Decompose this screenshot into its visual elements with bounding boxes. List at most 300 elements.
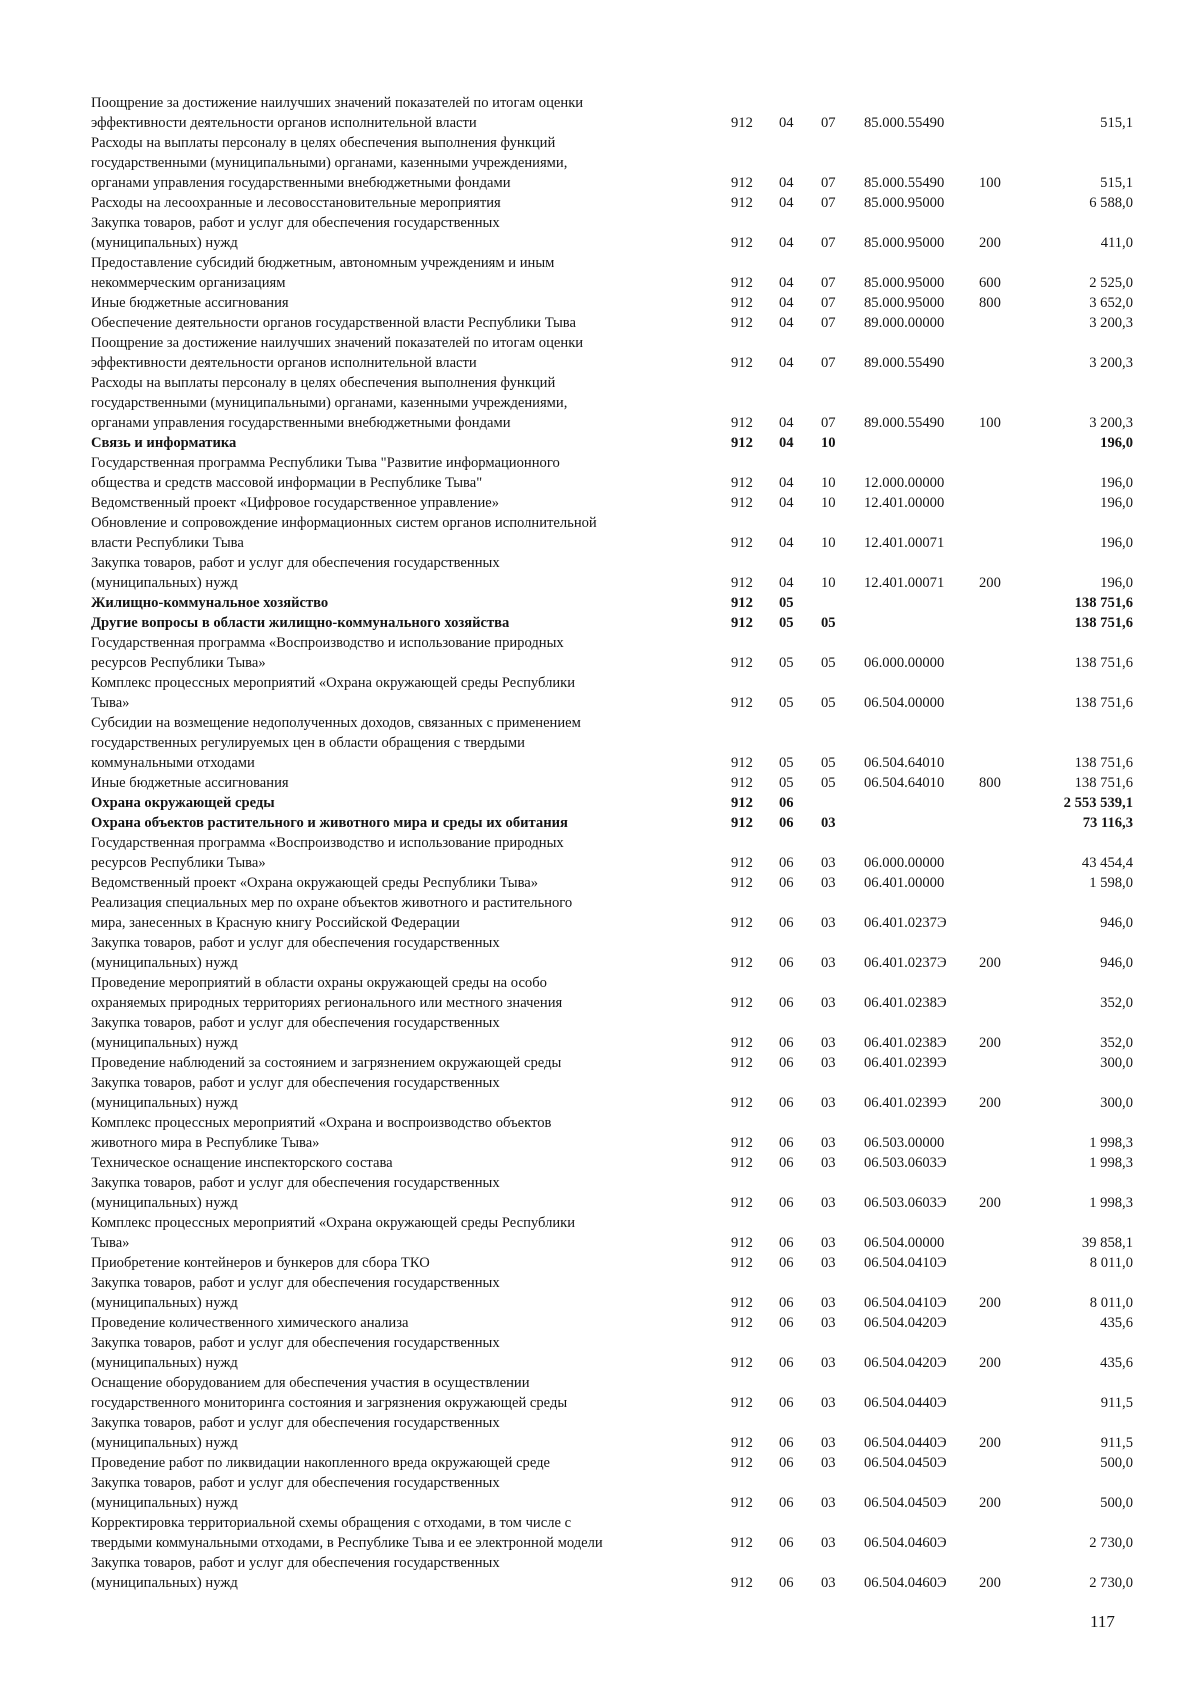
row-name: Оснащение оборудованием для обеспечения участия в осуществлении государственного мониторинга состояния и загрязнения окружающей среды	[91, 1375, 568, 1411]
table-row	[91, 193, 1139, 213]
table-row	[91, 433, 1139, 453]
row-pr-code: 03	[821, 855, 836, 871]
row-csr-code: 85.000.95000	[864, 235, 945, 251]
row-csr-code: 06.401.0239Э	[864, 1095, 947, 1111]
row-csr-code: 85.000.95000	[864, 195, 945, 211]
row-gr-code: 912	[731, 1055, 753, 1071]
row-vr-code	[979, 433, 1039, 453]
row-csr-code: 06.401.0239Э	[864, 1055, 947, 1071]
row-pr-code: 03	[821, 1255, 836, 1271]
table-row	[91, 493, 1139, 513]
row-name: Государственная программа Республики Тыва "Развитие информационного общества и средств массовой информации в Республике Тыва"	[91, 455, 560, 491]
row-pr-code: 03	[821, 1035, 836, 1051]
row-csr-code: 06.504.00000	[864, 1235, 945, 1251]
row-csr-code: 06.503.00000	[864, 1135, 945, 1151]
row-name: Обеспечение деятельности органов государственной власти Республики Тыва	[91, 315, 576, 331]
row-name: Закупка товаров, работ и услуг для обеспечения государственных (муниципальных) нужд	[91, 1015, 500, 1051]
row-pr-code: 03	[821, 1295, 836, 1311]
row-amount: 911,5	[1100, 1395, 1133, 1411]
row-name: Закупка товаров, работ и услуг для обеспечения государственных (муниципальных) нужд	[91, 1415, 500, 1451]
row-rz-code: 06	[779, 1155, 794, 1171]
row-gr-code: 912	[731, 495, 753, 511]
row-csr-code: 06.000.00000	[864, 855, 945, 871]
row-rz-code: 06	[779, 875, 794, 891]
row-name: Комплекс процессных мероприятий «Охрана окружающей среды Республики Тыва»	[91, 675, 576, 711]
row-vr-code	[979, 793, 1039, 813]
row-rz-code: 06	[779, 1195, 794, 1211]
row-amount: 411,0	[1100, 235, 1133, 251]
row-gr-code: 912	[731, 815, 753, 831]
row-vr-code	[979, 813, 1039, 833]
row-amount: 500,0	[1100, 1495, 1133, 1511]
row-name: Поощрение за достижение наилучших значений показателей по итогам оценки эффективности деятельности органов исполнительной власти	[91, 335, 584, 371]
row-vr-code	[979, 193, 1039, 213]
row-vr-code	[979, 593, 1039, 613]
table-body	[91, 93, 1139, 1593]
row-rz-code: 06	[779, 1535, 794, 1551]
row-pr-code: 07	[821, 295, 836, 311]
row-amount: 1 998,3	[1089, 1155, 1133, 1171]
row-pr-code: 03	[821, 1395, 836, 1411]
row-csr-code	[864, 593, 979, 613]
row-csr-code: 06.401.0238Э	[864, 995, 947, 1011]
row-pr-code: 07	[821, 175, 836, 191]
table-row	[91, 1213, 1139, 1253]
table-row	[91, 1553, 1139, 1593]
row-gr-code: 912	[731, 1235, 753, 1251]
row-vr-code	[979, 1213, 1039, 1253]
table-row	[91, 1453, 1139, 1473]
row-gr-code: 912	[731, 275, 753, 291]
row-amount: 8 011,0	[1089, 1295, 1133, 1311]
row-amount: 3 200,3	[1089, 355, 1133, 371]
row-rz-code: 04	[779, 275, 794, 291]
row-amount: 138 751,6	[1074, 595, 1133, 611]
row-rz-code: 05	[779, 695, 794, 711]
row-pr-code: 10	[821, 495, 836, 511]
table-row	[91, 833, 1139, 873]
row-csr-code: 85.000.95000	[864, 275, 945, 291]
row-rz-code: 04	[779, 175, 794, 191]
row-name: Жилищно-коммунальное хозяйство	[91, 595, 329, 611]
row-pr-code: 05	[821, 775, 836, 791]
row-vr-code	[979, 893, 1039, 933]
table-row	[91, 1253, 1139, 1273]
row-rz-code: 04	[779, 415, 794, 431]
row-pr-code: 03	[821, 1575, 836, 1591]
row-gr-code: 912	[731, 315, 753, 331]
row-amount: 515,1	[1100, 175, 1133, 191]
row-amount: 911,5	[1100, 1435, 1133, 1451]
table-row	[91, 1153, 1139, 1173]
row-gr-code: 912	[731, 595, 753, 611]
row-gr-code: 912	[731, 795, 753, 811]
row-amount: 500,0	[1100, 1455, 1133, 1471]
row-name: Расходы на выплаты персоналу в целях обеспечения выполнения функций государственными (муниципальными) органами, казенными учреждениями, органами управления государственными внебюджетными фондами	[91, 375, 568, 431]
row-name: Закупка товаров, работ и услуг для обеспечения государственных (муниципальных) нужд	[91, 1275, 500, 1311]
row-name: Закупка товаров, работ и услуг для обеспечения государственных (муниципальных) нужд	[91, 555, 500, 591]
row-amount: 73 116,3	[1082, 815, 1133, 831]
row-vr-code: 100	[979, 415, 1001, 431]
row-vr-code	[979, 313, 1039, 333]
row-gr-code: 912	[731, 1095, 753, 1111]
row-vr-code	[979, 633, 1039, 673]
row-csr-code: 06.504.0410Э	[864, 1295, 947, 1311]
row-gr-code: 912	[731, 535, 753, 551]
row-gr-code: 912	[731, 1455, 753, 1471]
row-gr-code: 912	[731, 875, 753, 891]
row-pr-code: 03	[821, 1535, 836, 1551]
row-csr-code: 06.504.0450Э	[864, 1495, 947, 1511]
row-gr-code: 912	[731, 615, 753, 631]
row-csr-code: 06.504.0440Э	[864, 1395, 947, 1411]
row-pr-code: 07	[821, 275, 836, 291]
row-csr-code: 89.000.55490	[864, 355, 945, 371]
row-pr-code: 03	[821, 1195, 836, 1211]
table-row	[91, 1013, 1139, 1053]
row-pr-code: 03	[821, 1055, 836, 1071]
row-rz-code: 05	[779, 595, 794, 611]
row-gr-code: 912	[731, 1155, 753, 1171]
row-rz-code: 06	[779, 955, 794, 971]
table-row	[91, 1113, 1139, 1153]
row-amount: 138 751,6	[1074, 755, 1133, 771]
row-gr-code: 912	[731, 915, 753, 931]
row-name: Расходы на выплаты персоналу в целях обеспечения выполнения функций государственными (муниципальными) органами, казенными учреждениями, органами управления государственными внебюджетными фондами	[91, 135, 568, 191]
row-rz-code: 05	[779, 615, 794, 631]
table-row	[91, 1313, 1139, 1333]
row-rz-code: 06	[779, 1435, 794, 1451]
row-vr-code	[979, 1153, 1039, 1173]
row-gr-code: 912	[731, 755, 753, 771]
row-pr-code: 07	[821, 415, 836, 431]
row-vr-code: 200	[979, 1195, 1001, 1211]
row-gr-code: 912	[731, 115, 753, 131]
table-row	[91, 1413, 1139, 1453]
row-vr-code	[979, 833, 1039, 873]
row-pr-code: 07	[821, 235, 836, 251]
row-vr-code: 200	[979, 575, 1001, 591]
row-vr-code: 200	[979, 1435, 1001, 1451]
row-name: Проведение наблюдений за состоянием и загрязнением окружающей среды	[91, 1055, 562, 1071]
row-amount: 138 751,6	[1074, 615, 1133, 631]
row-rz-code: 04	[779, 115, 794, 131]
row-vr-code: 100	[979, 175, 1001, 191]
table-row	[91, 873, 1139, 893]
row-vr-code	[979, 453, 1039, 493]
row-rz-code: 06	[779, 1135, 794, 1151]
table-row	[91, 293, 1139, 313]
row-gr-code: 912	[731, 955, 753, 971]
row-csr-code: 06.503.0603Э	[864, 1195, 947, 1211]
row-rz-code: 06	[779, 1055, 794, 1071]
row-name: Охрана окружающей среды	[91, 795, 275, 811]
row-name: Предоставление субсидий бюджетным, автономным учреждениям и иным некоммерческим организациям	[91, 255, 555, 291]
row-pr-code: 05	[821, 755, 836, 771]
row-vr-code: 200	[979, 1495, 1001, 1511]
row-rz-code: 05	[779, 775, 794, 791]
row-rz-code: 06	[779, 1095, 794, 1111]
row-name: Комплекс процессных мероприятий «Охрана окружающей среды Республики Тыва»	[91, 1215, 576, 1251]
row-csr-code	[864, 813, 979, 833]
row-pr-code: 03	[821, 1315, 836, 1331]
row-rz-code: 05	[779, 655, 794, 671]
row-csr-code	[864, 433, 979, 453]
row-csr-code: 06.401.00000	[864, 875, 945, 891]
row-amount: 1 598,0	[1089, 875, 1133, 891]
row-pr-code: 03	[821, 995, 836, 1011]
row-gr-code: 912	[731, 1535, 753, 1551]
row-amount: 196,0	[1100, 435, 1133, 451]
row-rz-code: 06	[779, 995, 794, 1011]
row-pr-code: 03	[821, 875, 836, 891]
row-name: Закупка товаров, работ и услуг для обеспечения государственных (муниципальных) нужд	[91, 1335, 500, 1371]
table-row	[91, 1073, 1139, 1113]
row-vr-code: 200	[979, 235, 1001, 251]
row-amount: 352,0	[1100, 1035, 1133, 1051]
table-row	[91, 133, 1139, 193]
row-rz-code: 06	[779, 1395, 794, 1411]
row-name: Закупка товаров, работ и услуг для обеспечения государственных (муниципальных) нужд	[91, 1555, 500, 1591]
row-amount: 2 730,0	[1089, 1575, 1133, 1591]
row-vr-code: 200	[979, 1035, 1001, 1051]
row-csr-code: 85.000.95000	[864, 295, 945, 311]
row-name: Охрана объектов растительного и животного мира и среды их обитания	[91, 815, 568, 831]
row-vr-code: 200	[979, 1575, 1001, 1591]
row-vr-code: 800	[979, 295, 1001, 311]
row-csr-code: 06.503.0603Э	[864, 1155, 947, 1171]
row-vr-code	[979, 1313, 1039, 1333]
row-csr-code: 06.401.0237Э	[864, 955, 947, 971]
row-name: Корректировка территориальной схемы обращения с отходами, в том числе с твердыми коммунальными отходами, в Республике Тыва и ее электронной модели	[91, 1515, 603, 1551]
row-rz-code: 04	[779, 195, 794, 211]
row-amount: 515,1	[1100, 115, 1133, 131]
table-row	[91, 793, 1139, 813]
row-gr-code: 912	[731, 1035, 753, 1051]
row-pr-code: 03	[821, 955, 836, 971]
row-name: Проведение мероприятий в области охраны окружающей среды на особо охраняемых природных территориях регионального или местного значения	[91, 975, 563, 1011]
row-gr-code: 912	[731, 1255, 753, 1271]
row-rz-code: 06	[779, 1355, 794, 1371]
row-name: Ведомственный проект «Цифровое государственное управление»	[91, 495, 500, 511]
row-amount: 6 588,0	[1089, 195, 1133, 211]
row-gr-code: 912	[731, 235, 753, 251]
row-amount: 435,6	[1100, 1315, 1133, 1331]
row-amount: 300,0	[1100, 1055, 1133, 1071]
row-name: Иные бюджетные ассигнования	[91, 775, 289, 791]
row-amount: 1 998,3	[1089, 1195, 1133, 1211]
row-gr-code: 912	[731, 175, 753, 191]
row-vr-code	[979, 1453, 1039, 1473]
row-name: Обновление и сопровождение информационных систем органов исполнительной власти Республики Тыва	[91, 515, 597, 551]
row-pr-code: 05	[821, 655, 836, 671]
row-csr-code: 06.504.0420Э	[864, 1355, 947, 1371]
table-row	[91, 1053, 1139, 1073]
row-csr-code: 06.504.00000	[864, 695, 945, 711]
row-csr-code: 12.000.00000	[864, 475, 945, 491]
row-amount: 39 858,1	[1081, 1235, 1133, 1251]
row-csr-code: 89.000.55490	[864, 415, 945, 431]
row-pr-code: 07	[821, 195, 836, 211]
row-gr-code: 912	[731, 1315, 753, 1331]
row-pr-code: 07	[821, 355, 836, 371]
table-row	[91, 1173, 1139, 1213]
row-gr-code: 912	[731, 1295, 753, 1311]
row-vr-code	[979, 93, 1039, 133]
row-rz-code: 06	[779, 1575, 794, 1591]
row-csr-code: 06.504.64010	[864, 775, 945, 791]
row-name: Другие вопросы в области жилищно-коммунального хозяйства	[91, 615, 510, 631]
table-row	[91, 593, 1139, 613]
page-number: 117	[1090, 1612, 1115, 1631]
table-row	[91, 713, 1139, 773]
row-csr-code: 85.000.55490	[864, 115, 945, 131]
row-csr-code: 06.504.0460Э	[864, 1575, 947, 1591]
row-rz-code: 06	[779, 1035, 794, 1051]
row-gr-code: 912	[731, 995, 753, 1011]
row-amount: 300,0	[1100, 1095, 1133, 1111]
row-name: Государственная программа «Воспроизводство и использование природных ресурсов Республики Тыва»	[91, 635, 564, 671]
row-csr-code	[864, 793, 979, 813]
row-rz-code: 06	[779, 1295, 794, 1311]
row-amount: 138 751,6	[1074, 655, 1133, 671]
table-row	[91, 1273, 1139, 1313]
row-amount: 196,0	[1100, 535, 1133, 551]
row-name: Закупка товаров, работ и услуг для обеспечения государственных (муниципальных) нужд	[91, 1475, 500, 1511]
table-row	[91, 93, 1139, 133]
row-csr-code: 12.401.00000	[864, 495, 945, 511]
row-gr-code: 912	[731, 775, 753, 791]
table-row	[91, 313, 1139, 333]
row-pr-code	[821, 593, 864, 613]
row-amount: 196,0	[1100, 495, 1133, 511]
table-row	[91, 1473, 1139, 1513]
table-row	[91, 333, 1139, 373]
budget-table	[91, 93, 1139, 1593]
row-rz-code: 04	[779, 495, 794, 511]
row-rz-code: 06	[779, 1495, 794, 1511]
row-name: Государственная программа «Воспроизводство и использование природных ресурсов Республики Тыва»	[91, 835, 564, 871]
row-vr-code	[979, 673, 1039, 713]
row-amount: 3 652,0	[1089, 295, 1133, 311]
row-amount: 138 751,6	[1074, 775, 1133, 791]
row-vr-code	[979, 1373, 1039, 1413]
row-gr-code: 912	[731, 415, 753, 431]
row-gr-code: 912	[731, 295, 753, 311]
row-rz-code: 06	[779, 815, 794, 831]
table-row	[91, 933, 1139, 973]
row-csr-code: 06.401.0238Э	[864, 1035, 947, 1051]
row-amount: 196,0	[1100, 575, 1133, 591]
row-gr-code: 912	[731, 475, 753, 491]
row-amount: 196,0	[1100, 475, 1133, 491]
row-name: Закупка товаров, работ и услуг для обеспечения государственных (муниципальных) нужд	[91, 1075, 500, 1111]
row-rz-code: 06	[779, 855, 794, 871]
row-name: Реализация специальных мер по охране объектов животного и растительного мира, занесенных в Красную книгу Российской Федерации	[91, 895, 573, 931]
row-amount: 352,0	[1100, 995, 1133, 1011]
row-vr-code	[979, 1053, 1039, 1073]
table-row	[91, 613, 1139, 633]
row-name: Комплекс процессных мероприятий «Охрана и воспроизводство объектов животного мира в Республике Тыва»	[91, 1115, 552, 1151]
row-pr-code: 03	[821, 1355, 836, 1371]
row-csr-code: 12.401.00071	[864, 535, 945, 551]
row-gr-code: 912	[731, 1135, 753, 1151]
row-vr-code: 800	[979, 775, 1001, 791]
row-gr-code: 912	[731, 1495, 753, 1511]
table-row	[91, 1373, 1139, 1413]
table-row	[91, 893, 1139, 933]
row-name: Расходы на лесоохранные и лесовосстановительные мероприятия	[91, 195, 501, 211]
row-amount: 3 200,3	[1089, 315, 1133, 331]
row-csr-code: 06.000.00000	[864, 655, 945, 671]
row-amount: 43 454,4	[1081, 855, 1133, 871]
table-row	[91, 553, 1139, 593]
row-csr-code: 06.504.0410Э	[864, 1255, 947, 1271]
row-csr-code: 06.504.0460Э	[864, 1535, 947, 1551]
row-gr-code: 912	[731, 195, 753, 211]
row-csr-code: 06.504.0450Э	[864, 1455, 947, 1471]
row-pr-code: 03	[821, 815, 836, 831]
row-amount: 3 200,3	[1089, 415, 1133, 431]
table-row	[91, 973, 1139, 1013]
row-gr-code: 912	[731, 1435, 753, 1451]
row-rz-code: 04	[779, 235, 794, 251]
row-vr-code	[979, 973, 1039, 1013]
row-gr-code: 912	[731, 1395, 753, 1411]
row-rz-code: 06	[779, 915, 794, 931]
table-row	[91, 453, 1139, 493]
row-name: Закупка товаров, работ и услуг для обеспечения государственных (муниципальных) нужд	[91, 935, 500, 971]
row-gr-code: 912	[731, 435, 753, 451]
row-amount: 435,6	[1100, 1355, 1133, 1371]
row-vr-code	[979, 493, 1039, 513]
row-csr-code	[864, 613, 979, 633]
row-vr-code: 600	[979, 275, 1001, 291]
row-vr-code	[979, 333, 1039, 373]
row-pr-code	[821, 793, 864, 813]
row-gr-code: 912	[731, 695, 753, 711]
table-row	[91, 373, 1139, 433]
row-rz-code: 04	[779, 355, 794, 371]
row-pr-code: 03	[821, 1155, 836, 1171]
row-gr-code: 912	[731, 655, 753, 671]
row-pr-code: 05	[821, 615, 836, 631]
table-row	[91, 633, 1139, 673]
row-name: Ведомственный проект «Охрана окружающей среды Республики Тыва»	[91, 875, 539, 891]
row-pr-code: 03	[821, 1135, 836, 1151]
row-csr-code: 85.000.55490	[864, 175, 945, 191]
row-pr-code: 03	[821, 1495, 836, 1511]
row-vr-code: 200	[979, 1095, 1001, 1111]
table-row	[91, 253, 1139, 293]
row-rz-code: 06	[779, 1255, 794, 1271]
table-row	[91, 513, 1139, 553]
row-name: Субсидии на возмещение недополученных доходов, связанных с применением государственных регулируемых цен в области обращения с твердыми коммунальными отходами	[91, 715, 581, 771]
row-vr-code	[979, 613, 1039, 633]
row-rz-code: 06	[779, 1235, 794, 1251]
row-vr-code	[979, 513, 1039, 553]
row-name: Поощрение за достижение наилучших значений показателей по итогам оценки эффективности деятельности органов исполнительной власти	[91, 95, 584, 131]
row-rz-code: 06	[779, 1315, 794, 1331]
row-amount: 946,0	[1100, 915, 1133, 931]
row-csr-code: 06.504.0420Э	[864, 1315, 947, 1331]
row-csr-code: 06.504.64010	[864, 755, 945, 771]
row-pr-code: 03	[821, 1095, 836, 1111]
row-gr-code: 912	[731, 855, 753, 871]
row-amount: 138 751,6	[1074, 695, 1133, 711]
row-vr-code	[979, 713, 1039, 773]
row-name: Техническое оснащение инспекторского состава	[91, 1155, 393, 1171]
